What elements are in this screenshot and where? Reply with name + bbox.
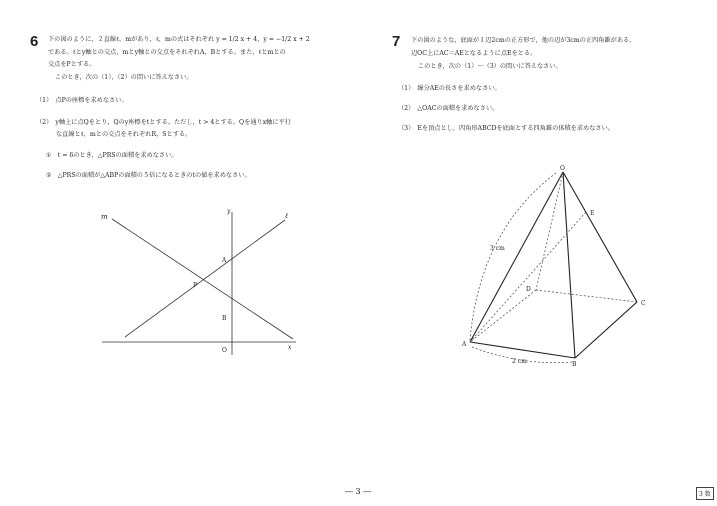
edge-DC xyxy=(536,290,637,302)
q6-stem-line-3: 交点をPとする。 xyxy=(48,61,96,68)
q6-stem-line-4: このとき，次の（1），（2）の問いに答えなさい。 xyxy=(55,74,193,81)
label-l: ℓ xyxy=(285,212,288,220)
q7-stem-line-2: 辺OC上にAC＝AEとなるように点Eをとる。 xyxy=(411,50,537,57)
label-B: B xyxy=(222,315,227,322)
label-B: B xyxy=(572,361,577,368)
label-C: C xyxy=(641,300,646,307)
label-A: A xyxy=(222,257,227,264)
q6-subquestion-2-line-1: （2） y軸上に点Qをとり，Qのy座標をtとする。ただし，t > 4とする。Qを通りx軸に平行 xyxy=(36,119,291,126)
label-x: x xyxy=(288,344,292,351)
label-3cm: 3 cm xyxy=(490,245,505,252)
question-6-number: 6 xyxy=(30,33,39,50)
q7-subquestion-2: （2） △OACの面積を求めなさい。 xyxy=(398,105,499,112)
question-7-number: 7 xyxy=(392,33,401,50)
label-2cm: 2 cm xyxy=(512,358,527,365)
edge-AB xyxy=(470,342,575,358)
edge-OA xyxy=(470,172,563,342)
q7-stem-line-1: 下の図のような，底面が１辺2cmの正方形で，他の辺が3cmの正四角錐がある。 xyxy=(411,37,636,44)
bracket-3cm xyxy=(470,173,556,340)
q6-stem-line-1: 下の図のように，２直線ℓ，mがあり，ℓ，mの式はそれぞれ y = 1/2 x + 4，y = −1/2 x + 2 xyxy=(48,36,310,43)
label-D: D xyxy=(526,286,531,293)
q6-subquestion-2-line-2: な直線とℓ，mとの交点をそれぞれR，Sとする。 xyxy=(56,131,192,138)
q7-subquestion-3: （3） Eを頂点とし，四角形ABCDを底面とする四角錐の体積を求めなさい。 xyxy=(398,125,614,132)
edge-DA xyxy=(470,290,536,342)
q6-stem-line-2: である。ℓとy軸との交点，mとy軸との交点をそれぞれA，Bとする。また，ℓとmとの xyxy=(48,49,286,56)
q6-subquestion-1: （1） 点Pの座標を求めなさい。 xyxy=(36,97,128,104)
q7-stem-line-3: このとき，次の（1）〜（3）の問いに答えなさい。 xyxy=(418,63,562,70)
label-A: A xyxy=(462,341,467,348)
label-E: E xyxy=(590,210,595,217)
label-O: O xyxy=(560,165,565,172)
edge-OD xyxy=(536,172,563,290)
corner-tag: 3 数 xyxy=(696,487,714,500)
label-y: y xyxy=(227,208,231,215)
q7-subquestion-1: （1） 線分AEの長さを求めなさい。 xyxy=(398,85,501,92)
q6-subquestion-2-2: ② △PRSの面積が△ABPの面積の５倍になるときのtの値を求めなさい。 xyxy=(46,172,251,179)
label-m: m xyxy=(101,213,108,221)
page-number: ― 3 ― xyxy=(345,487,372,496)
q6-subquestion-2-1: ① t = 6のとき，△PRSの面積を求めなさい。 xyxy=(46,152,178,159)
segment-AE xyxy=(470,212,586,342)
edge-OB xyxy=(563,172,575,358)
edge-BC xyxy=(575,302,637,358)
edge-OC xyxy=(563,172,637,302)
label-P: P xyxy=(193,282,198,289)
label-O: O xyxy=(222,347,227,354)
